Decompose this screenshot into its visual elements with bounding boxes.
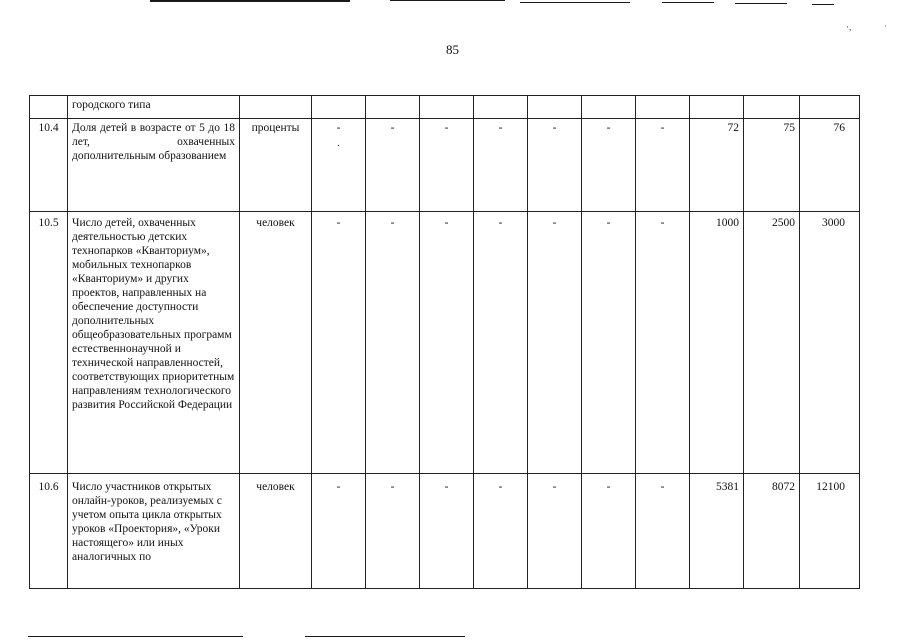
scan-artifact-line [662, 2, 714, 3]
value-cell: - [474, 212, 528, 474]
value-cell: - [420, 474, 474, 589]
value-cell: 8072 [744, 474, 800, 589]
value-cell: - [366, 119, 420, 212]
value-cell: - [582, 474, 636, 589]
value-cell: 72 [690, 119, 744, 212]
value-cell: - [528, 212, 582, 474]
unit-cell: человек [240, 212, 312, 474]
value-cell: - [528, 474, 582, 589]
unit-cell: проценты [240, 119, 312, 212]
value-cell: - [636, 119, 690, 212]
value-cell: 2500 [744, 212, 800, 474]
indicator-name: Число участников открытых онлайн-уроков, реализуемых с учетом опыта цикла открытых уроков «Проектория», «Уроки настоящего» или иных аналогичных по [68, 474, 240, 589]
scan-speck: ·, [846, 22, 852, 32]
value-cell: 1000 [690, 212, 744, 474]
value-text: - [336, 122, 341, 134]
indicator-name: Доля детей в возрасте от 5 до 18 лет, охваченных дополнительным образованием [68, 119, 240, 212]
value-cell [420, 96, 474, 119]
value-cell [582, 96, 636, 119]
value-cell [312, 96, 366, 119]
value-cell: - [582, 212, 636, 474]
value-cell: - [474, 474, 528, 589]
scan-artifact-line [305, 636, 465, 637]
value-cell [744, 96, 800, 119]
value-cell: 5381 [690, 474, 744, 589]
value-cell: 12100 [800, 474, 860, 589]
table-row [30, 212, 860, 474]
row-number [30, 96, 68, 119]
value-cell: - [312, 212, 366, 474]
value-cell [528, 96, 582, 119]
value-cell: - [636, 474, 690, 589]
value-cell: - [420, 119, 474, 212]
value-cell [690, 96, 744, 119]
scan-artifact-line [150, 0, 350, 2]
indicator-name: Число детей, охваченных деятельностью детских технопарков «Кванториум», мобильных технопарков «Кванториум» и других проектов, направленных на обеспечение доступности дополнительных общеобразовательных программ естественнонаучной и технической направленностей, соответствующих приоритетным направлениям технологического развития Российской Федерации [68, 212, 240, 474]
scan-artifact-line [28, 636, 243, 637]
table-row [30, 474, 860, 589]
indicator-table [29, 95, 860, 589]
value-cell: - [582, 119, 636, 212]
value-cell: - [366, 212, 420, 474]
unit-cell: человек [240, 474, 312, 589]
value-cell [312, 119, 366, 212]
table-row [30, 96, 860, 119]
scan-artifact-line [520, 2, 630, 3]
value-cell: 76 [800, 119, 860, 212]
scan-speck: . [337, 138, 340, 148]
value-cell [366, 96, 420, 119]
scan-speck: ˙ [884, 24, 887, 34]
value-cell: - [312, 474, 366, 589]
value-cell: 75 [744, 119, 800, 212]
row-number: 10.5 [30, 212, 68, 474]
row-number: 10.6 [30, 474, 68, 589]
scan-artifact-line [735, 3, 787, 4]
value-cell: - [636, 212, 690, 474]
scan-artifact-line [812, 4, 834, 5]
table-row [30, 119, 860, 212]
indicator-name: городского типа [68, 96, 240, 119]
value-cell [800, 96, 860, 119]
page-number: 85 [446, 42, 459, 57]
scan-artifact-line [390, 0, 505, 1]
value-cell: 3000 [800, 212, 860, 474]
value-cell: - [474, 119, 528, 212]
row-number: 10.4 [30, 119, 68, 212]
value-cell: - [366, 474, 420, 589]
value-cell: - [528, 119, 582, 212]
value-cell [474, 96, 528, 119]
value-cell: - [420, 212, 474, 474]
value-cell [636, 96, 690, 119]
unit-cell [240, 96, 312, 119]
